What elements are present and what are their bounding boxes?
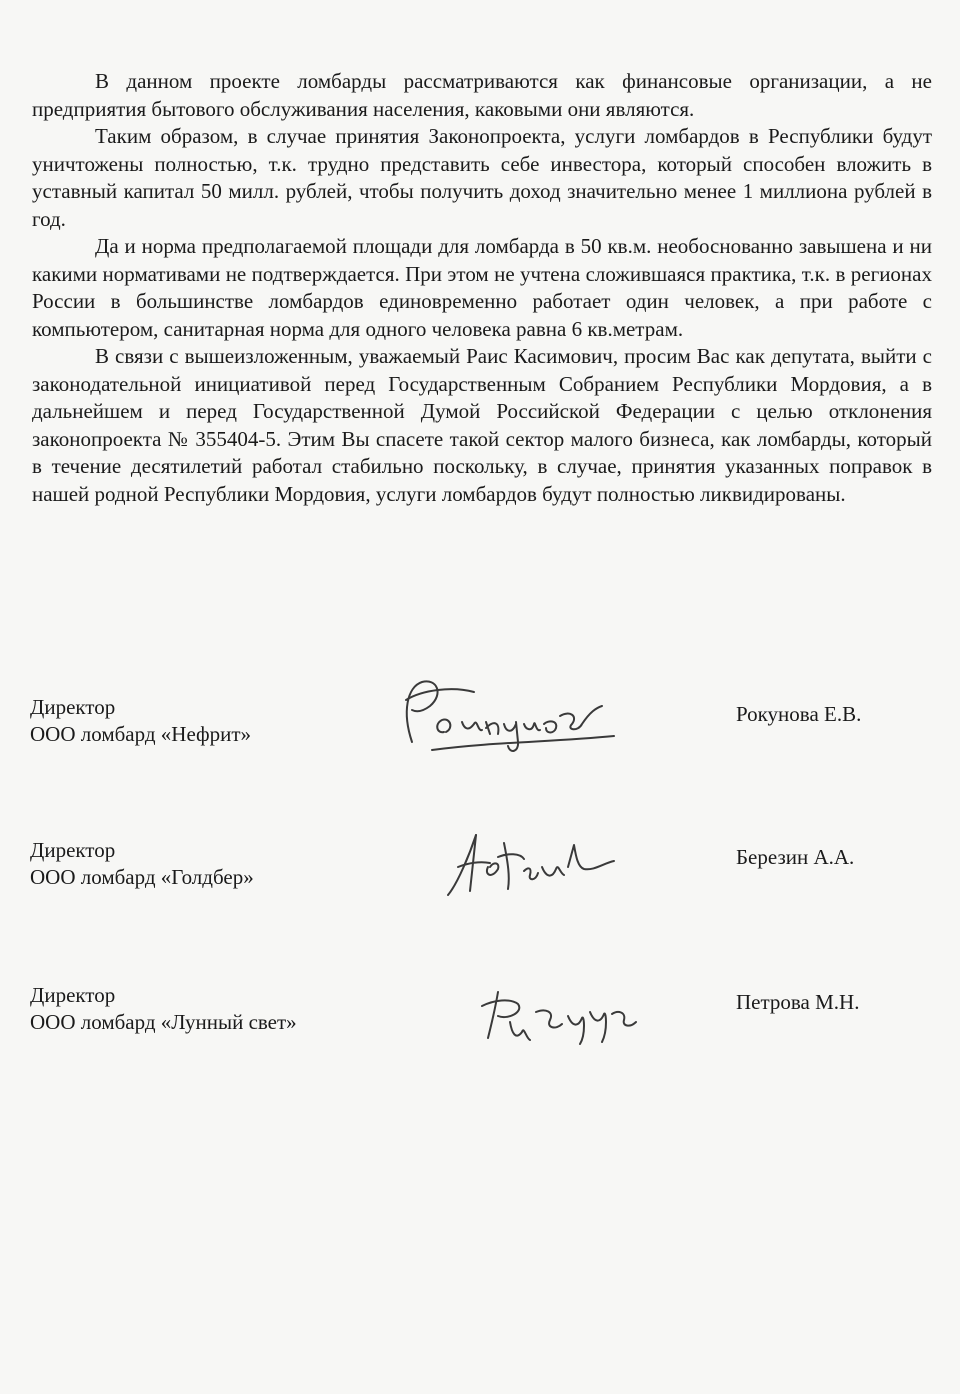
signature-block-3	[30, 982, 930, 1092]
signer-title: Директор	[30, 983, 116, 1007]
handwritten-signature-3	[458, 982, 658, 1052]
signer-title: Директор	[30, 695, 116, 719]
signer-name: Рокунова Е.В.	[736, 702, 862, 726]
signature-block-1	[30, 694, 930, 804]
signer-name: Березин А.А.	[736, 845, 855, 869]
paragraph-3: Да и норма предполагаемой площади для ломбарда в 50 кв.м. необоснованно завышена и ни какими нормативами не подтверждается. При этом не учтена сложившаяся практика, т.к. в регионах России в большинстве ломбардов единовременно работает один человек, а при работе с компьютером, санитарная норма для одного человека равна 6 кв.метрам.	[32, 234, 932, 341]
paragraph-1: В данном проекте ломбарды рассматриваются как финансовые организации, а не предприятия бытового обслуживания населения, каковыми они являются.	[32, 69, 932, 121]
signer-organization: ООО ломбард «Голдбер»	[30, 865, 254, 889]
handwritten-signature-1	[382, 672, 642, 762]
signature-block-2	[30, 837, 930, 947]
signer-title: Директор	[30, 838, 116, 862]
paragraph-2: Таким образом, в случае принятия Законопроекта, услуги ломбардов в Республики будут уничтожены полностью, т.к. трудно представить себе инвестора, который способен вложить в уставный капитал 50 милл. рублей, чтобы получить доход значительно менее 1 миллиона рублей в год.	[32, 124, 932, 231]
paragraph-4: В связи с вышеизложенным, уважаемый Раис Касимович, просим Вас как депутата, выйти с законодательной инициативой перед Государственным Собранием Республики Мордовия, а в дальнейшем и перед Государственной Думой Российской Федерации с целью отклонения законопроекта № 355404-5. Этим Вы спасете такой сектор малого бизнеса, как ломбарды, который в течение десятилетий работал стабильно поскольку, в случае, принятия указанных поправок в нашей родной Республики Мордовия, услуги ломбардов будут полностью ликвидированы.	[32, 344, 932, 506]
signer-organization: ООО ломбард «Лунный свет»	[30, 1010, 297, 1034]
signer-organization: ООО ломбард «Нефрит»	[30, 722, 252, 746]
handwritten-signature-2	[428, 823, 628, 903]
letter-body	[32, 68, 932, 508]
signer-name: Петрова М.Н.	[736, 990, 860, 1014]
